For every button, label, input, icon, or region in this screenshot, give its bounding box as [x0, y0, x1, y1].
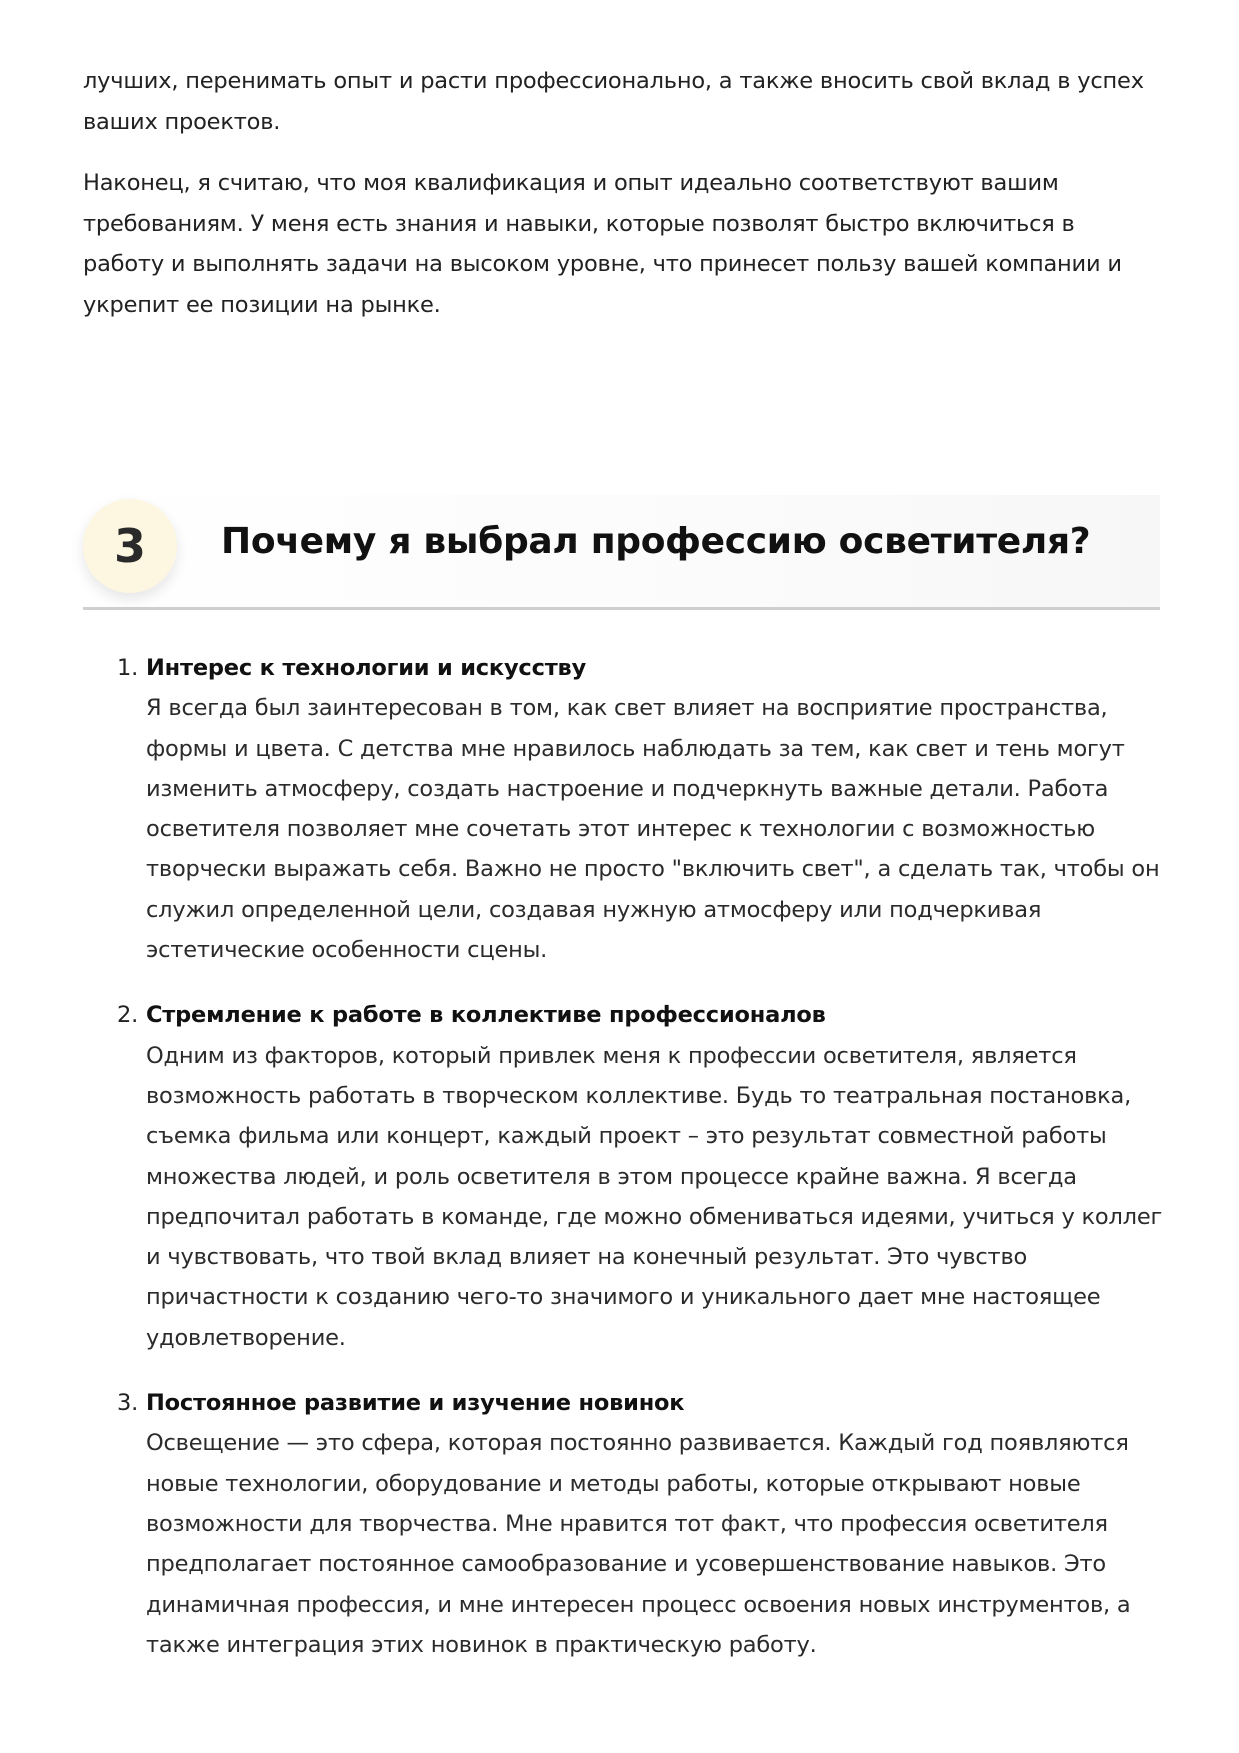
list-item-body: Я всегда был заинтересован в том, как свет влияет на восприятие пространства, формы и цвета. С детства мне нравилось наблюдать за тем, как свет и тень могут изменить атмосферу, создать настроение и подчеркнуть важные детали. Работа осветителя позволяет мне сочетать этот интерес к технологии с возможностью творчески выражать себя. Важно не просто "включить свет", а сделать так, чтобы он служил определенной цели, создавая нужную атмосферу или подчеркивая эстетические особенности сцены.	[146, 695, 1160, 964]
section-title: Почему я выбрал профессию осветителя?	[221, 521, 1091, 562]
list-item-title: Стремление к работе в коллективе профессионалов	[146, 1002, 826, 1029]
list-item-number: 2.	[117, 1002, 139, 1029]
list-item	[83, 1383, 1163, 1665]
list-item-number: 3.	[117, 1390, 139, 1417]
intro-paragraph-continued: лучших, перенимать опыт и расти профессионально, а также вносить свой вклад в успех ваших проектов.	[83, 68, 1144, 135]
list-item-title: Интерес к технологии и искусству	[146, 655, 587, 681]
list-item	[83, 648, 1163, 970]
list-item-body: Одним из факторов, который привлек меня к профессии осветителя, является возможность работать в творческом коллективе. Будь то театральная постановка, съемка фильма или концерт, каждый проект – это результат совместной работы множества людей, и роль осветителя в этом процессе крайне важна. Я всегда предпочитал работать в команде, где можно обмениваться идеями, учиться у коллег и чувствовать, что твой вклад влияет на конечный результат. Это чувство причастности к созданию чего-то значимого и уникального дает мне настоящее удовлетворение.	[146, 1042, 1163, 1351]
list-item	[83, 995, 1163, 1358]
list-item-number: 1.	[117, 655, 139, 681]
list-item-body: Освещение — это сфера, которая постоянно развивается. Каждый год появляются новые технологии, оборудование и методы работы, которые открывают новые возможности для творчества. Мне нравится тот факт, что профессия осветителя предполагает постоянное самообразование и усовершенствование навыков. Это динамичная профессия, и мне интересен процесс освоения новых инструментов, а также интеграция этих новинок в практическую работу.	[146, 1430, 1131, 1658]
section-number-badge: 3	[83, 499, 177, 593]
reasons-list	[83, 648, 1163, 1690]
section-header	[83, 495, 1160, 610]
closing-paragraph: Наконец, я считаю, что моя квалификация и опыт идеально соответствуют вашим требованиям. У меня есть знания и навыки, которые позволят быстро включиться в работу и выполнять задачи на высоком уровне, что принесет пользу вашей компании и укрепит ее позиции на рынке.	[83, 170, 1122, 318]
list-item-title: Постоянное развитие и изучение новинок	[146, 1390, 685, 1417]
